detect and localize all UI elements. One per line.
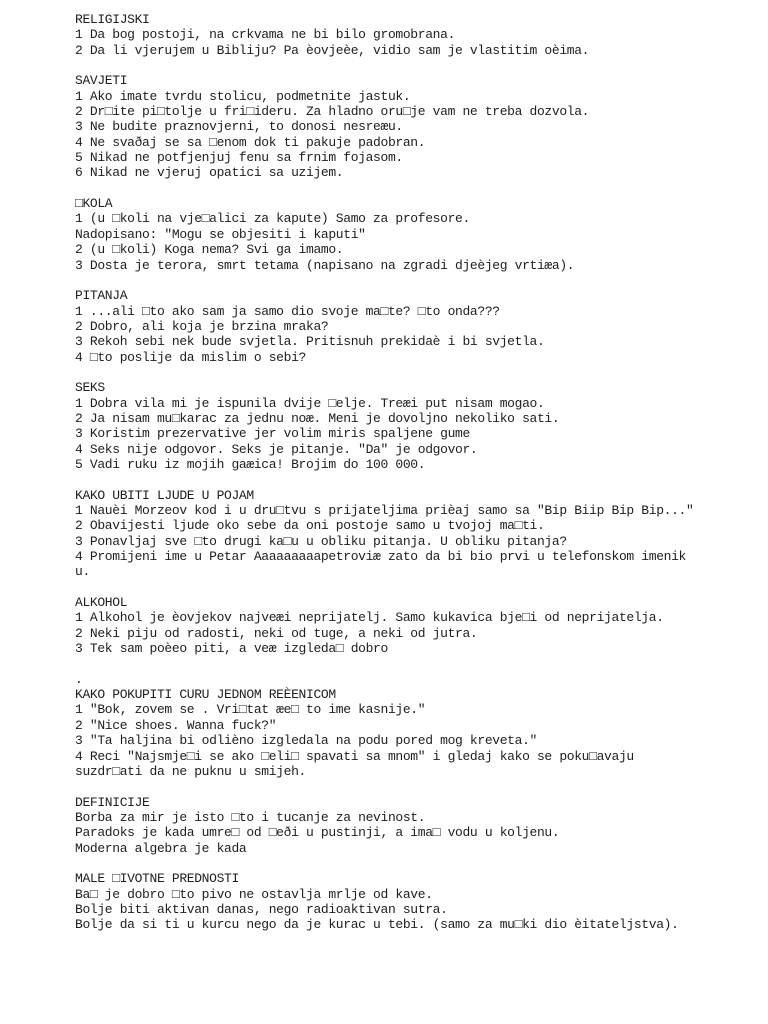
section-pitanja	[75, 288, 755, 365]
text-line: 2 Ja nisam mu□karac za jednu noæ. Meni je dovoljno nekoliko sati.	[75, 410, 560, 426]
section-heading: KAKO POKUPITI CURU JEDNOM REÈENICOM	[75, 687, 336, 703]
section-skola	[75, 196, 755, 273]
text-line: 2 (u □koli) Koga nema? Svi ga imamo.	[75, 242, 344, 258]
text-line: 4 Seks nije odgovor. Seks je pitanje. "Da" je odgovor.	[75, 441, 478, 457]
text-line: Bolje da si ti u kurcu nego da je kurac u tebi. (samo za mu□ki dio èitateljstva).	[75, 917, 679, 933]
text-line: 2 Dobro, ali koja je brzina mraka?	[75, 318, 329, 334]
text-line: 2 Da li vjerujem u Bibliju? Pa èovjeèe, vidio sam je vlastitim oèima.	[75, 42, 590, 58]
text-line: 3 Dosta je terora, smrt tetama (napisano na zgradi djeèjeg vrtiæa).	[75, 257, 575, 273]
text-line: 3 Ne budite praznovjerni, to donosi nesreæu.	[75, 119, 403, 135]
text-line: 5 Nikad ne potfjenjuj fenu sa frnim fojasom.	[75, 150, 403, 166]
section-heading: RELIGIJSKI	[75, 12, 150, 27]
text-line: Nadopisano: "Mogu se objesiti i kaputi"	[75, 226, 366, 242]
text-line: .	[75, 671, 83, 687]
section-heading: SAVJETI	[75, 73, 128, 89]
text-line: 3 Tek sam poèeo piti, a veæ izgleda□ dobro	[75, 641, 388, 657]
text-line: suzdr□ati da ne puknu u smijeh.	[75, 763, 306, 779]
text-line: 1 Dobra vila mi je ispunila dvije □elje. Treæi put nisam mogao.	[75, 395, 545, 411]
text-line: 1 ...ali □to ako sam ja samo dio svoje ma□te? □to onda???	[75, 303, 500, 319]
section-male-zivotne-prednosti	[75, 871, 755, 932]
section-heading: SEKS	[75, 380, 105, 396]
text-line: 1 (u □koli na vje□alici za kapute) Samo za profesore.	[75, 211, 470, 227]
text-line: 3 Rekoh sebi nek bude svjetla. Pritisnuh prekidaè i bi svjetla.	[75, 334, 545, 350]
text-line: 3 Koristim prezervative jer volim miris spaljene gume	[75, 426, 470, 442]
text-line: u.	[75, 564, 90, 580]
text-line: Bolje biti aktivan danas, nego radioaktivan sutra.	[75, 901, 448, 917]
section-heading: ALKOHOL	[75, 595, 128, 611]
text-line: 4 Promijeni ime u Petar Aaaaaaaaapetroviæ zato da bi bio prvi u telefonskom imenik	[75, 549, 687, 565]
section-heading: KAKO UBITI LJUDE U POJAM	[75, 487, 254, 503]
text-line: 4 □to poslije da mislim o sebi?	[75, 349, 306, 365]
text-line: 1 Ako imate tvrdu stolicu, podmetnite jastuk.	[75, 88, 411, 104]
section-savjeti	[75, 73, 755, 180]
section-heading: DEFINICIJE	[75, 794, 150, 810]
text-line: 2 Dr□ite pi□tolje u fri□ideru. Za hladno oru□je vam ne treba dozvola.	[75, 104, 590, 120]
text-line: Paradoks je kada umre□ od □eði u pustinji, a ima□ vodu u koljenu.	[75, 825, 560, 841]
section-definicije	[75, 795, 755, 856]
text-line: 1 Nauèi Morzeov kod i u dru□tvu s prijateljima prièaj samo sa "Bip Biip Bip Bip..."	[75, 503, 694, 518]
text-line	[75, 656, 755, 671]
section-kako-ubiti-ljude	[75, 488, 755, 580]
text-line: 1 Da bog postoji, na crkvama ne bi bilo gromobrana.	[75, 27, 456, 43]
text-line: 3 Ponavljaj sve □to drugi ka□u u obliku pitanja. U obliku pitanja?	[75, 533, 567, 549]
section-religijski	[75, 12, 755, 58]
text-line: 2 Obavijesti ljude oko sebe da oni postoje samo u tvojoj ma□ti.	[75, 518, 545, 534]
section-seks	[75, 380, 755, 472]
section-kako-pokupiti-curu	[75, 687, 755, 779]
text-line: 1 Alkohol je èovjekov najveæi neprijatelj. Samo kukavica bje□i od neprijatelja.	[75, 610, 664, 626]
text-line: 1 "Bok, zovem se . Vri□tat æe□ to ime kasnije."	[75, 702, 426, 718]
text-line: 2 "Nice shoes. Wanna fuck?"	[75, 717, 277, 733]
text-line: 5 Vadi ruku iz mojih gaæica! Brojim do 100 000.	[75, 456, 426, 472]
text-line: 4 Ne svaðaj se sa □enom dok ti pakuje padobran.	[75, 134, 426, 150]
text-line: Borba za mir je isto □to i tucanje za nevinost.	[75, 809, 426, 825]
text-line: 4 Reci "Najsmje□i se ako □eli□ spavati sa mnom" i gledaj kako se poku□avaju	[75, 748, 634, 764]
text-line: 3 "Ta haljina bi odlièno izgledala na podu pored mog kreveta."	[75, 733, 537, 749]
section-heading: PITANJA	[75, 288, 128, 304]
section-heading: MALE □IVOTNE PREDNOSTI	[75, 871, 239, 887]
document-body	[75, 12, 755, 948]
text-line: Ba□ je dobro □to pivo ne ostavlja mrlje od kave.	[75, 886, 433, 902]
section-heading: □KOLA	[75, 196, 113, 212]
text-line: 6 Nikad ne vjeruj opatici sa uzijem.	[75, 165, 344, 181]
text-line: 2 Neki piju od radosti, neki od tuge, a neki od jutra.	[75, 625, 478, 641]
text-line: Moderna algebra je kada	[75, 840, 247, 856]
section-alkohol	[75, 595, 755, 687]
